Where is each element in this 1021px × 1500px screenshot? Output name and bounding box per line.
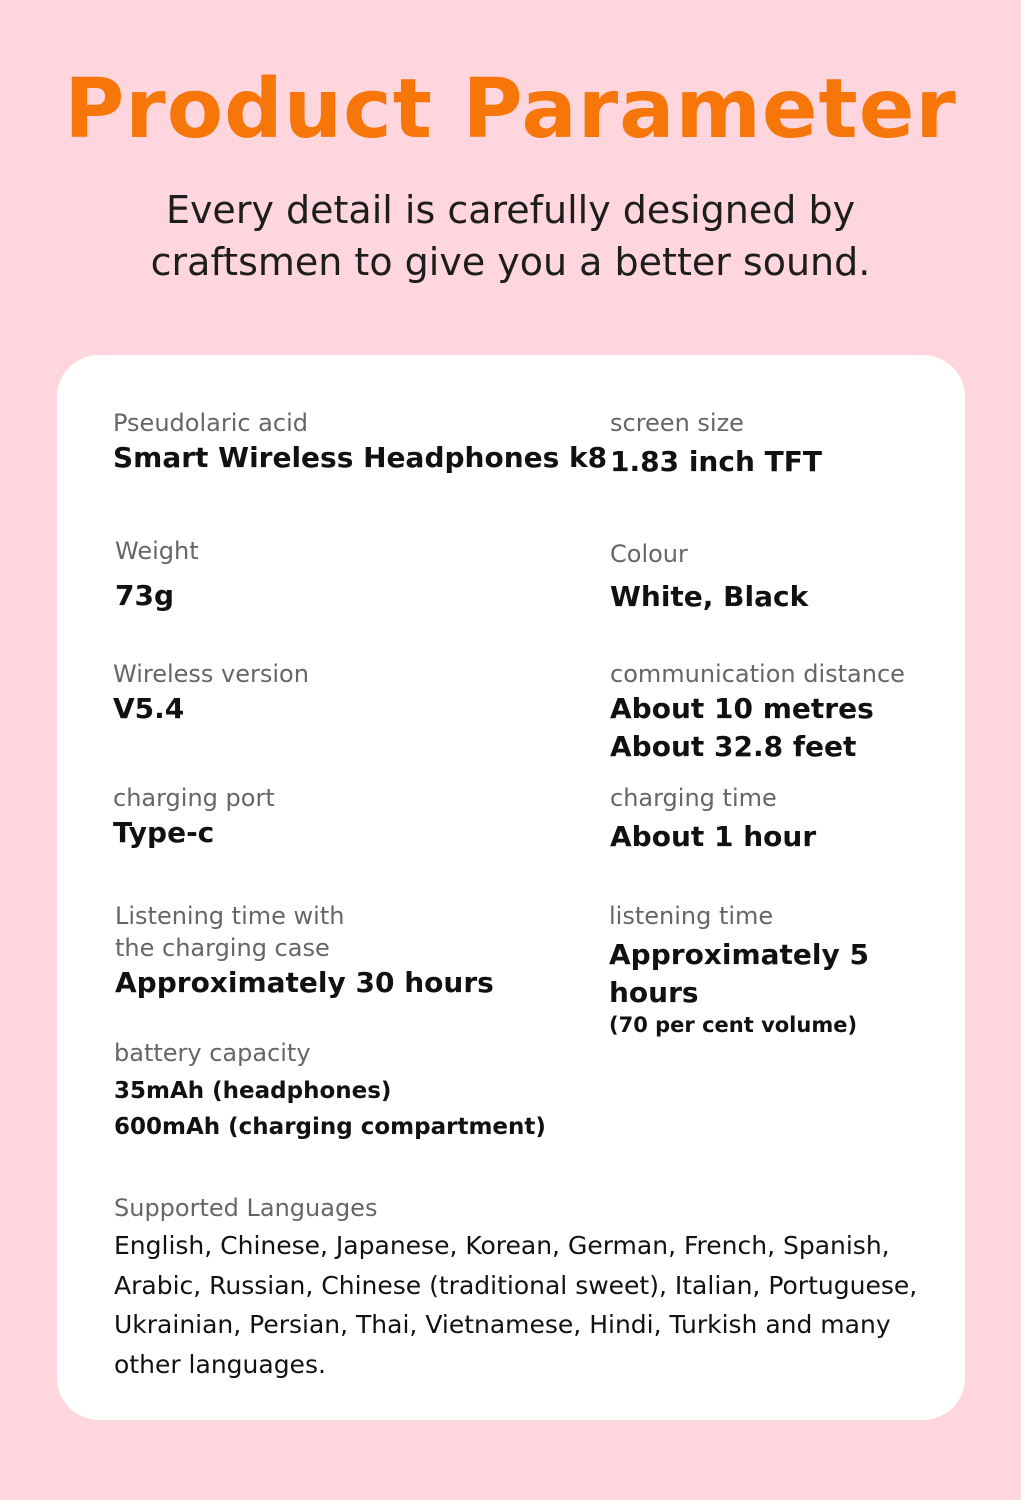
param-colour	[610, 538, 808, 616]
subtitle-line: craftsmen to give you a better sound.	[150, 240, 871, 284]
param-label: charging time	[610, 784, 777, 812]
param-value: About 1 hour	[610, 820, 817, 853]
param-label: Pseudolaric acid	[113, 409, 308, 437]
param-value: About 10 metres	[610, 692, 874, 725]
param-label: listening time	[609, 902, 774, 930]
param-model	[113, 407, 607, 477]
param-wireless	[113, 658, 309, 728]
param-case-time	[115, 900, 494, 1002]
param-label: communication distance	[610, 660, 905, 688]
page-title: Product Parameter	[64, 62, 957, 157]
param-value: About 32.8 feet	[610, 730, 857, 763]
subtitle	[0, 184, 1021, 288]
param-value: Type-c	[113, 816, 215, 849]
param-label: Colour	[610, 540, 688, 568]
param-battery	[114, 1037, 546, 1145]
param-label: screen size	[610, 409, 744, 437]
parameter-card	[57, 355, 965, 1420]
param-label: the charging case	[115, 934, 330, 962]
param-label: Weight	[115, 537, 199, 565]
param-value: V5.4	[113, 692, 185, 725]
param-label: Wireless version	[113, 660, 309, 688]
param-value: Smart Wireless Headphones k8	[113, 441, 608, 474]
param-listen-time	[609, 900, 965, 1038]
param-label: charging port	[113, 784, 275, 812]
param-value: White, Black	[610, 580, 809, 613]
param-label: Supported Languages	[114, 1194, 378, 1222]
param-value: 35mAh (headphones)	[114, 1078, 392, 1104]
param-distance	[610, 658, 905, 766]
param-note: (70 per cent volume)	[609, 1013, 858, 1037]
param-weight	[115, 535, 199, 615]
param-value: English, Chinese, Japanese, Korean, German, French, Spanish, Arabic, Russian, Chinese (traditional sweet), Italian, Portuguese, Ukrainian, Persian, Thai, Vietnamese, Hindi, Turkish and many other languages.	[114, 1231, 918, 1379]
subtitle-line: Every detail is carefully designed by	[165, 188, 856, 232]
param-port	[113, 782, 275, 852]
param-charge-time	[610, 782, 816, 856]
param-value: 1.83 inch TFT	[610, 445, 822, 478]
param-label: battery capacity	[114, 1039, 311, 1067]
param-languages	[114, 1192, 934, 1384]
param-value: 73g	[115, 579, 175, 612]
param-value: Approximately 5 hours	[609, 938, 869, 1009]
param-value: 600mAh (charging compartment)	[114, 1114, 546, 1140]
param-screen	[610, 407, 822, 481]
param-value: Approximately 30 hours	[115, 966, 494, 999]
param-label: Listening time with	[115, 902, 345, 930]
